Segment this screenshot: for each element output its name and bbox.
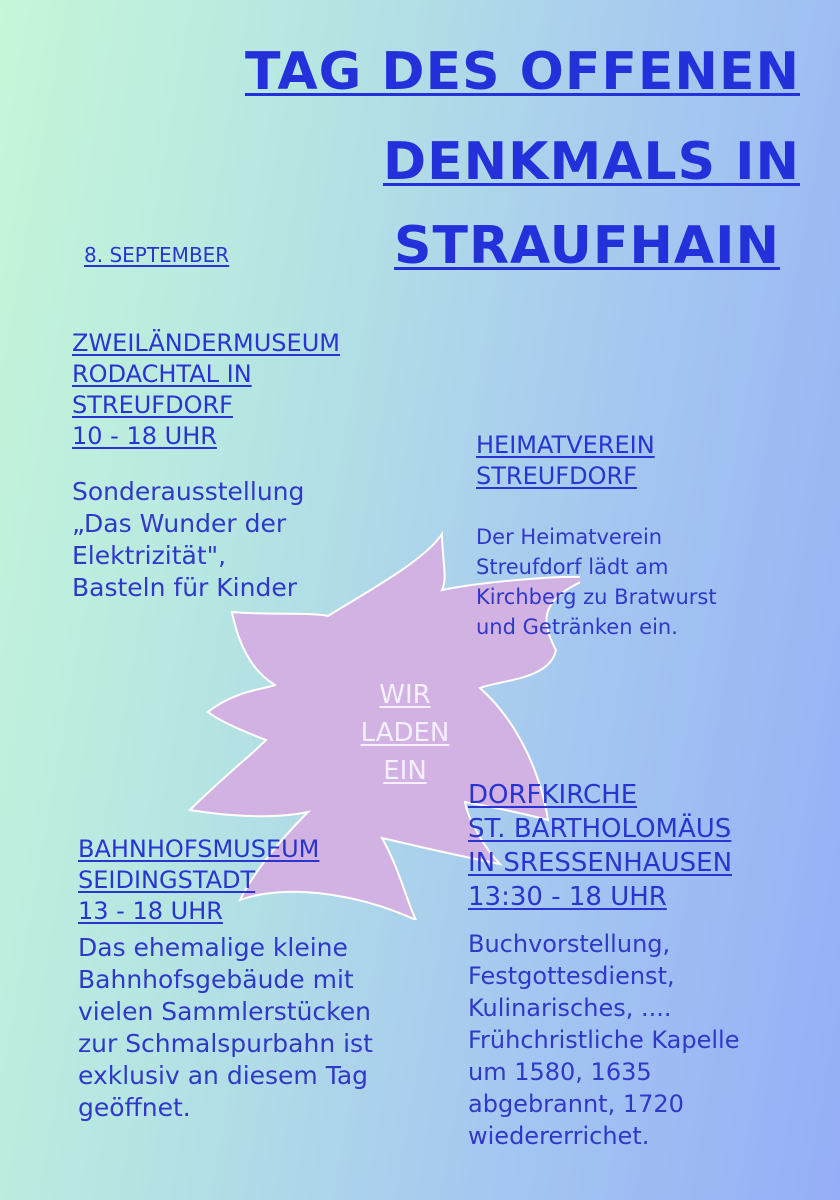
splash-line: WIR [379, 680, 431, 710]
desc-line: Sonderausstellung [72, 477, 305, 506]
desc-line: abgebrannt, 1720 [468, 1090, 684, 1118]
desc-line: exklusiv an diesem Tag [78, 1061, 369, 1090]
splash-line: LADEN [360, 718, 450, 748]
heading-line: STREUFDORF [72, 391, 233, 419]
heading-line: ZWEILÄNDERMUSEUM [72, 329, 340, 357]
heading-line: STREUFDORF [476, 462, 637, 490]
heading-line: BAHNHOFSMUSEUM [78, 835, 320, 863]
heading-line: SEIDINGSTADT [78, 866, 256, 894]
title-line-3: STRAUFHAIN [394, 216, 780, 276]
desc-line: Festgottesdienst, [468, 962, 675, 990]
heading-line: 13 - 18 UHR [78, 897, 223, 925]
desc-line: Frühchristliche Kapelle [468, 1026, 740, 1054]
heimatverein-description [476, 522, 717, 642]
desc-line: Buchvorstellung, [468, 930, 671, 958]
kirche-heading [468, 778, 732, 914]
splash-caption [320, 676, 490, 790]
desc-line: Basteln für Kinder [72, 573, 297, 602]
desc-line: Elektrizität", [72, 541, 227, 570]
bahnhof-heading [78, 834, 319, 927]
heading-line: IN SRESSENHAUSEN [468, 848, 733, 878]
museum-description [72, 476, 304, 604]
title-line-2: DENKMALS IN [382, 132, 800, 192]
desc-line: um 1580, 1635 [468, 1058, 652, 1086]
heading-line: 10 - 18 UHR [72, 422, 217, 450]
desc-line: „Das Wunder der [72, 509, 287, 538]
desc-line: Bahnhofsgebäude mit [78, 965, 354, 994]
splash-line: EIN [383, 756, 427, 786]
desc-line: wiedererrichet. [468, 1122, 650, 1150]
desc-line: Der Heimatverein [476, 525, 663, 549]
heimatverein-heading [476, 430, 655, 492]
heading-line: HEIMATVEREIN [476, 431, 655, 459]
museum-heading [72, 328, 340, 452]
desc-line: Kirchberg zu Bratwurst [476, 585, 717, 609]
heading-line: DORFKIRCHE [468, 780, 638, 810]
desc-line: und Getränken ein. [476, 615, 678, 639]
event-date: 8. SEPTEMBER [84, 243, 230, 267]
bahnhof-description [78, 932, 373, 1124]
desc-line: Kulinarisches, .... [468, 994, 672, 1022]
heading-line: ST. BARTHOLOMÄUS [468, 814, 732, 844]
title-line-1: TAG DES OFFENEN [244, 42, 800, 102]
heading-line: RODACHTAL IN [72, 360, 252, 388]
desc-line: vielen Sammlerstücken [78, 997, 371, 1026]
heading-line: 13:30 - 18 UHR [468, 882, 667, 912]
desc-line: geöffnet. [78, 1093, 191, 1122]
desc-line: Das ehemalige kleine [78, 933, 348, 962]
kirche-description [468, 928, 739, 1152]
desc-line: Streufdorf lädt am [476, 555, 669, 579]
desc-line: zur Schmalspurbahn ist [78, 1029, 373, 1058]
